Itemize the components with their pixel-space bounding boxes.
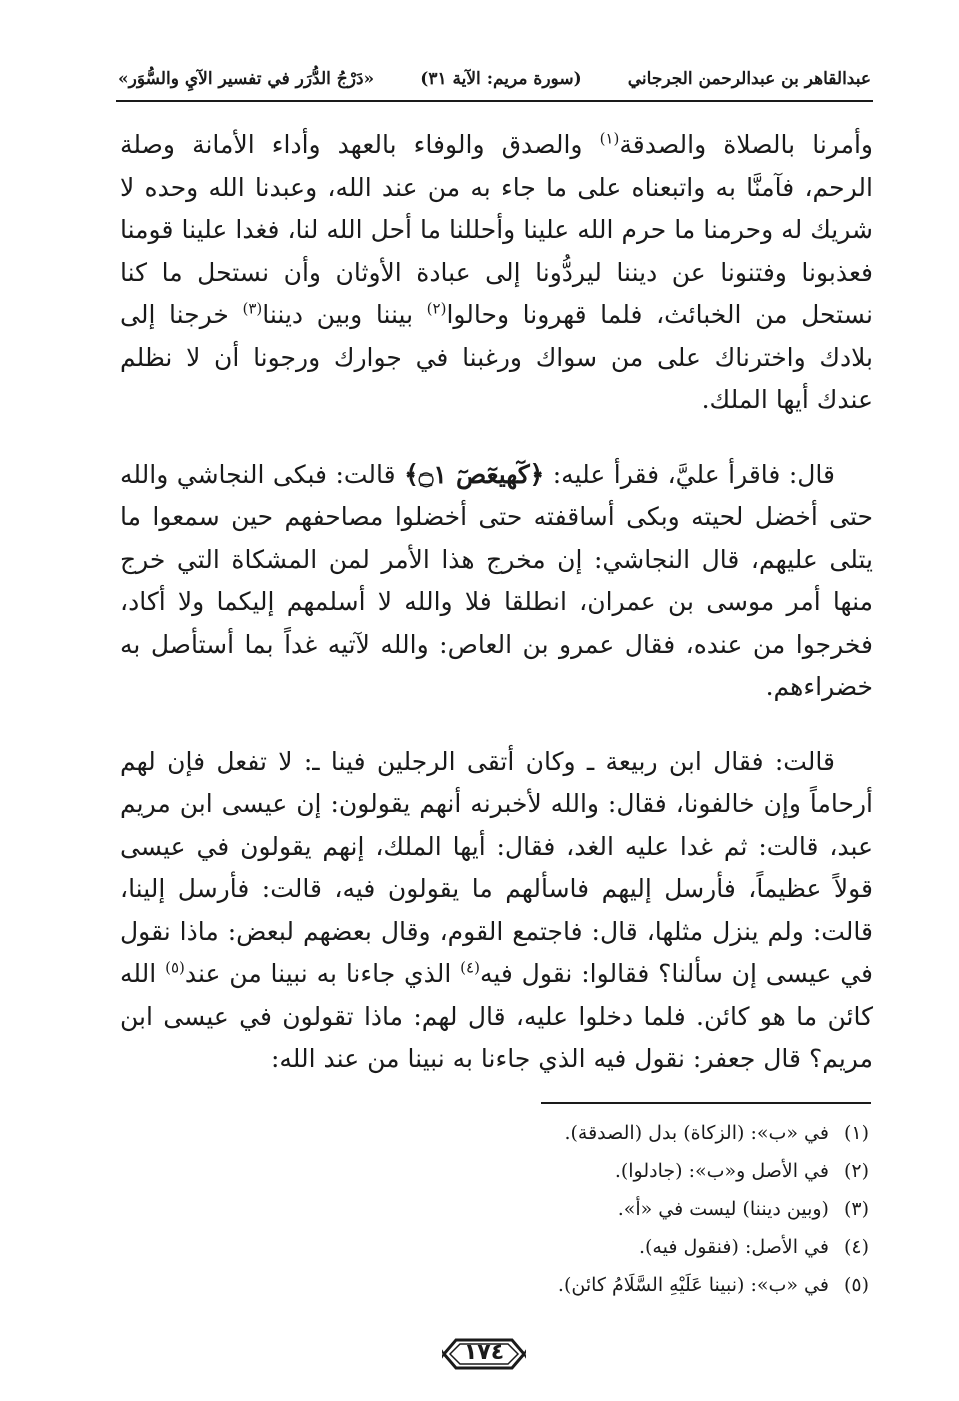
footnote-number: (٥) bbox=[843, 1274, 869, 1296]
quran-verse: ﴿كٓهيعٓصٓ ۝١﴾ bbox=[404, 459, 545, 489]
running-header bbox=[118, 62, 871, 96]
paragraph-1-text-c: بيننا وبين ديننا bbox=[262, 300, 427, 329]
footnote-number: (١) bbox=[843, 1122, 869, 1144]
header-book-title: «دَرْجُ الدُّرَر في تفسير الآيِ والسُّوَر» bbox=[118, 69, 375, 89]
footnote-number: (٣) bbox=[843, 1198, 869, 1220]
header-location: (سورة مريم: الآية ٣١) bbox=[420, 69, 582, 89]
footnote-text: في الأصل و«ب»: (جادلوا). bbox=[614, 1160, 829, 1182]
footnote-text: في «ب»: (نبينا عَلَيْهِ السَّلَامُ كائن). bbox=[557, 1274, 829, 1296]
paragraph-1-text-b: والصدق والوفاء بالعهد وأداء الأمانة وصلة الرحم، فآمنَّا به واتبعناه على ما جاء به من عند الله، وعبدنا الله وحده لا شريك له وحرمنا ما حرم الله علينا وأحللنا ما أحل الله لنا، فغدا علينا قومنا فعذبونا وفتنونا عن ديننا ليردُّونا إلى عبادة الأوثان وأن نستحل ما كنا نستحل من الخبائث، فلما قهرونا وحالوا bbox=[120, 130, 873, 329]
header-author: عبدالقاهر بن عبدالرحمن الجرجاني bbox=[627, 69, 871, 89]
page-number: ١٧٤ bbox=[463, 1340, 505, 1365]
header-rule bbox=[116, 100, 873, 102]
paragraph-3-text-b: الذي جاءنا به نبينا من عند bbox=[184, 959, 461, 988]
footnote-ref-4[interactable]: (٤) bbox=[460, 958, 480, 977]
footnote-number: (٤) bbox=[843, 1236, 869, 1258]
footnote-ref-3[interactable]: (٣) bbox=[242, 299, 263, 318]
footnote-text: في «ب»: (الزكاة) بدل (الصدقة). bbox=[564, 1122, 829, 1144]
page-number-ornament bbox=[442, 1336, 526, 1372]
footnotes-list bbox=[200, 1114, 869, 1304]
body-text bbox=[120, 124, 873, 1113]
footnote-item bbox=[200, 1228, 869, 1266]
paragraph-1 bbox=[120, 124, 873, 422]
footnote-text: (وبين ديننا) ليست في «أ». bbox=[617, 1198, 829, 1220]
paragraph-2-text-b: قالت: فبكى النجاشي والله حتى أخضل لحيته وبكى أساقفته حتى أخضلوا مصاحفهم حين سمعوا ما يتلى عليهم، قال النجاشي: إن مخرج هذا الأمر لمن المشكاة التي خرج منها أمر موسى بن عمران، انطلقا فلا والله لا أسلمهم إليكما ولا أكاد، فخرجوا من عنده، فقال عمرو بن العاص: والله لآتيه غداً بما أستأصل به خضراءهم. bbox=[120, 459, 873, 701]
footnote-rule bbox=[541, 1102, 871, 1104]
footnote-item bbox=[200, 1114, 869, 1152]
paragraph-3 bbox=[120, 741, 873, 1081]
footnote-item bbox=[200, 1152, 869, 1190]
paragraph-3-text-a: قالت: فقال ابن ربيعة ـ وكان أتقى الرجلين فينا ـ: لا تفعل فإن لهم أرحاماً وإن خالفونا، فقال: والله لأخبرنه أنهم يقولون: إن عيسى ابن مريم عبد، قالت: ثم غدا عليه الغد، فقال: أيها الملك، إنهم يقولون في عيسى قولاً عظيماً، فأرسل إليهم فاسألهم ما يقولون فيه، قالت: فأرسل إلينا، قالت: ولم ينزل مثلها، قال: فاجتمع القوم، وقال بعضهم لبعض: ماذا نقول في عيسى إن سألنا؟ فقالوا: نقول فيه bbox=[120, 746, 873, 988]
footnote-number: (٢) bbox=[843, 1160, 869, 1182]
footnote-item bbox=[200, 1266, 869, 1304]
paragraph-2-text-a: قال: فاقرأ عليَّ، فقرأ عليه: bbox=[544, 459, 835, 489]
footnote-ref-2[interactable]: (٢) bbox=[426, 299, 447, 318]
paragraph-2 bbox=[120, 454, 873, 709]
footnote-ref-1[interactable]: (١) bbox=[599, 129, 620, 148]
paragraph-1-text-d: خرجنا إلى بلادك واخترناك على من سواك ورغبنا في جوارك ورجونا أن لا نظلم عندك أيها الملك. bbox=[120, 300, 873, 414]
paragraph-1-text-a: وأمرنا بالصلاة والصدقة bbox=[619, 130, 873, 159]
paragraph-3-text-c: الله كائن ما هو كائن. فلما دخلوا عليه، قال لهم: ماذا تقولون في عيسى ابن مريم؟ قال جعفر: نقول فيه الذي جاءنا به نبينا من عند الله: bbox=[120, 959, 873, 1073]
footnote-item bbox=[200, 1190, 869, 1228]
footnote-ref-5[interactable]: (٥) bbox=[165, 958, 185, 977]
footnote-text: في الأصل: (فنقول فيه). bbox=[638, 1236, 829, 1258]
